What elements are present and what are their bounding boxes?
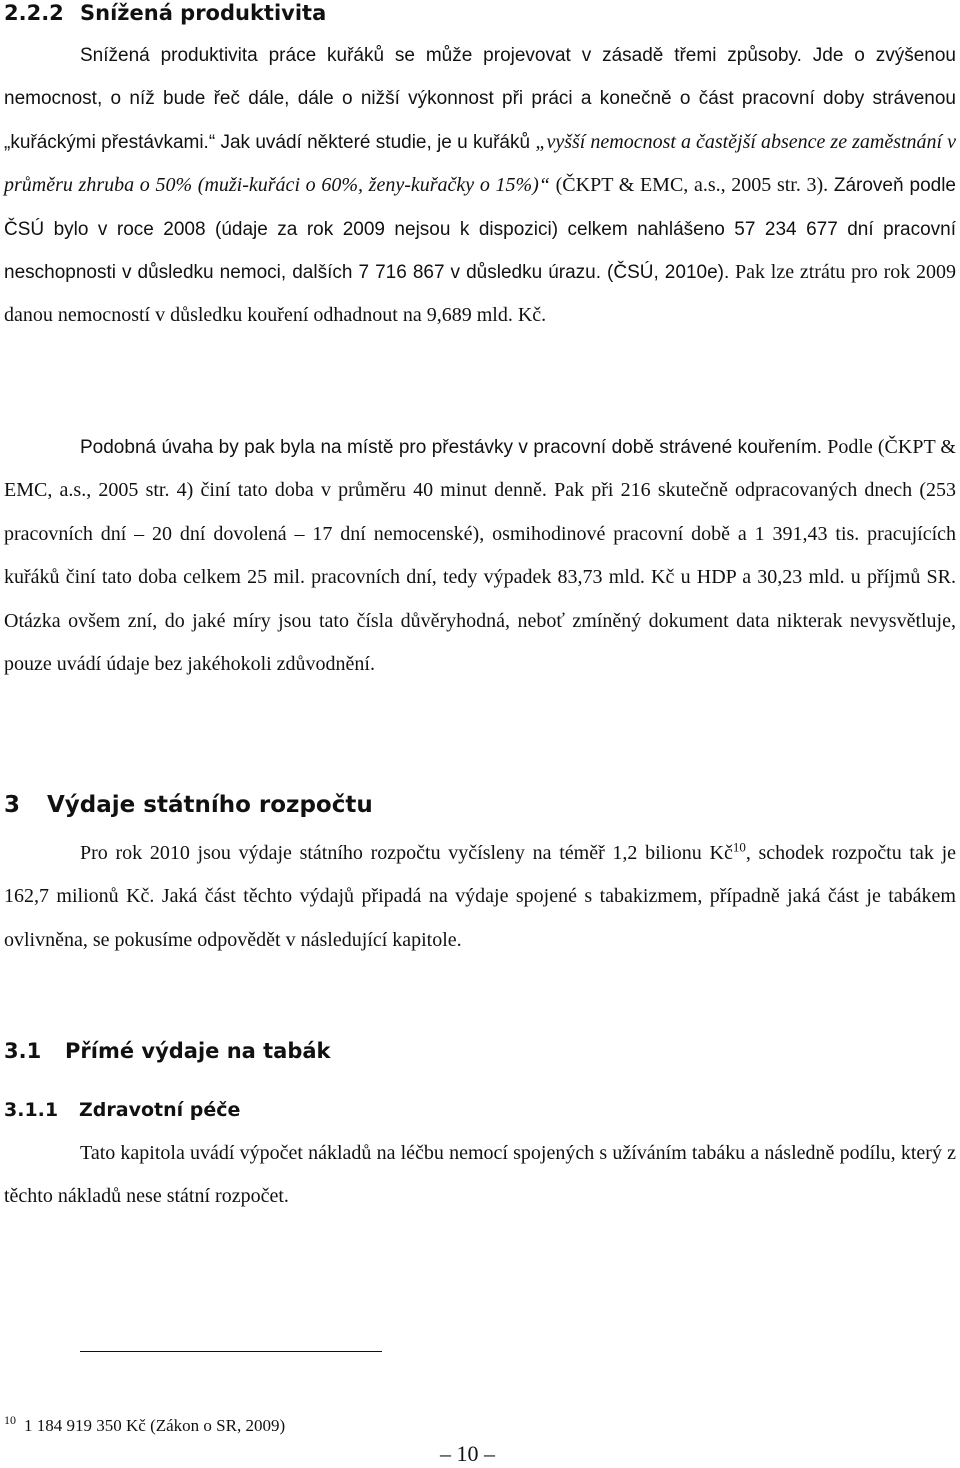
section-heading-3-1 — [4, 1036, 331, 1066]
paragraph-productivity — [4, 34, 956, 338]
paragraph-text: Podobná úvaha by pak byla na místě pro přestávky v pracovní době strávené kouřením. — [80, 437, 823, 458]
footnote-reference[interactable]: 10 — [732, 839, 746, 855]
footnote — [4, 1414, 285, 1438]
section-number: 3.1 — [4, 1039, 42, 1063]
paragraph-budget — [4, 832, 956, 962]
section-title: Výdaje státního rozpočtu — [47, 792, 373, 818]
section-title: Zdravotní péče — [79, 1099, 241, 1121]
footnote-separator — [80, 1351, 382, 1352]
section-number: 3 — [4, 792, 21, 818]
paragraph-health-care — [4, 1132, 956, 1219]
section-number: 3.1.1 — [4, 1099, 59, 1121]
paragraph-text: Zároveň podle ČSÚ bylo v roce 2008 (údaje za rok 2009 nejsou k dispozici) celkem nahlášeno 57 234 677 dní pracovní neschopnosti v důsledku nemoci, dalších 7 716 867 v důsledku úrazu. (ČSÚ, 2010e). — [4, 175, 956, 284]
quoted-italic-text: „vyšší nemocnost a častější absence ze zaměstnání v průměru zhruba o 50% (muži-kuřáci o 60%, ženy-kuřačky o 15%)“ — [4, 130, 956, 197]
footnote-text: 1 184 919 350 Kč (Zákon o SR, 2009) — [24, 1416, 286, 1435]
section-heading-3-1-1 — [4, 1096, 240, 1124]
footnote-mark: 10 — [4, 1413, 16, 1428]
section-number: 2.2.2 — [4, 1, 64, 25]
section-heading-2-2-2 — [4, 0, 326, 26]
paragraph-text: Pak lze ztrátu pro rok 2009 danou nemocností v důsledku kouření odhadnout na 9,689 mld. Kč. — [4, 261, 956, 327]
section-heading-3 — [4, 788, 373, 822]
section-title: Snížená produktivita — [80, 1, 327, 25]
paragraph-text: , schodek rozpočtu tak je 162,7 milionů Kč. Jaká část těchto výdajů připadá na výdaje spojené s tabakizmem, případně jaká část je tabákem ovlivněna, se pokusíme odpovědět v následující kapitole. — [4, 842, 956, 951]
page-number: – 10 – — [440, 1441, 495, 1466]
paragraph-text: Pro rok 2010 jsou výdaje státního rozpočtu vyčísleny na téměř 1,2 bilionu Kč — [80, 842, 733, 864]
section-title: Přímé výdaje na tabák — [65, 1039, 331, 1063]
paragraph-text: Tato kapitola uvádí výpočet nákladů na léčbu nemocí spojených s užíváním tabáku a následně podílu, který z těchto nákladů nese státní rozpočet. — [4, 1142, 956, 1208]
paragraph-text: Snížená produktivita práce kuřáků se může projevovat v zásadě třemi způsoby. Jde o zvýšenou nemocnost, o níž bude řeč dále, dále o nižší výkonnost při práci a konečně o část pracovní doby strávenou „kuřáckými přestávkami.“ — [4, 45, 956, 153]
paragraph-text: Jak uvádí některé studie, je u kuřáků — [215, 131, 536, 153]
paragraph-breaks — [4, 426, 956, 686]
citation-text: (ČKPT & EMC, a.s., 2005 str. 3). — [549, 174, 834, 197]
paragraph-text: Podle (ČKPT & EMC, a.s., 2005 str. 4) činí tato doba v průměru 40 minut denně. Pak při 216 skutečně odpracovaných dnech (253 pracovních dní – 20 dní dovolená – 17 dní nemocenské), osmihodinové pracovní době a 1 391,43 tis. pracujících kuřáků činí tato doba celkem 25 mil. pracovních dní, tedy výpadek 83,73 mld. Kč u HDP a 30,23 mld. u příjmů SR. Otázka ovšem zní, do jaké míry jsou tato čísla důvěryhodná, neboť zmíněný dokument data nikterak nevysvětluje, pouze uvádí údaje bez jakéhokoli zdůvodnění. — [4, 436, 956, 676]
